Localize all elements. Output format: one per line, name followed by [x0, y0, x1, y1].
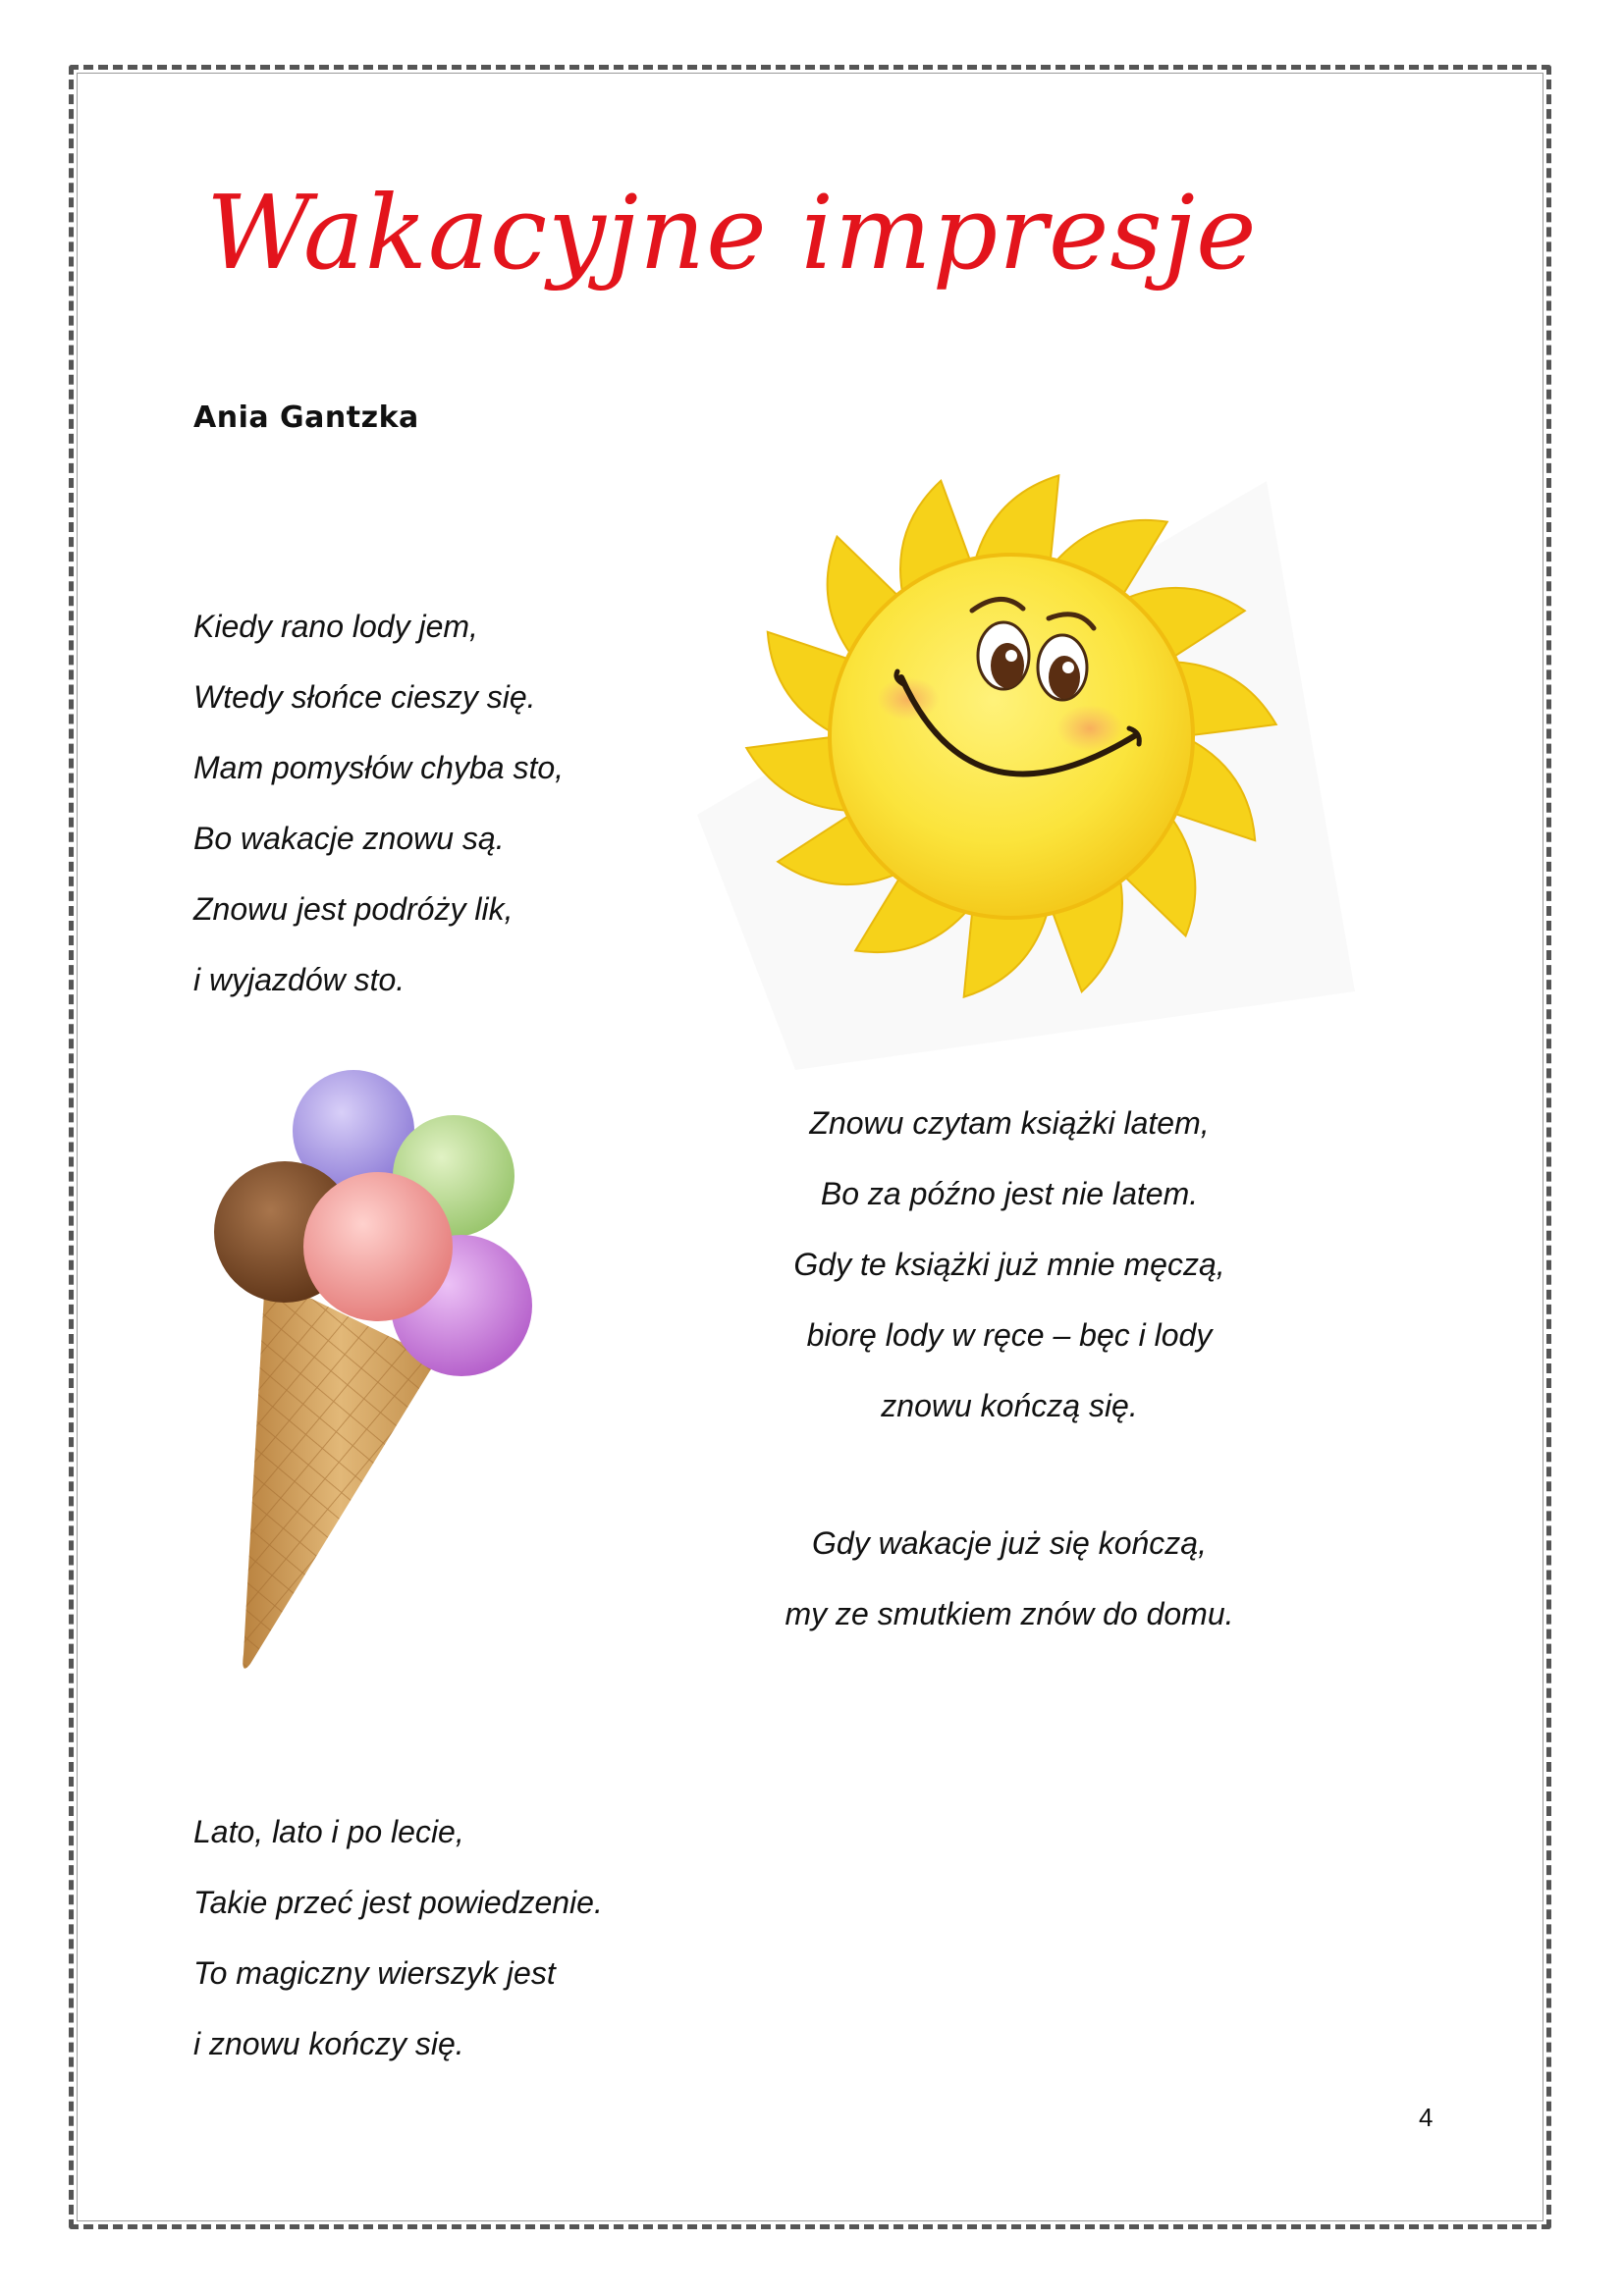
- poem-line: Takie przeć jest powiedzenie.: [193, 1885, 603, 1920]
- pink-scoop: [303, 1172, 453, 1321]
- page-title: Wakacyjne impresje: [206, 173, 1258, 293]
- poem-line: Lato, lato i po lecie,: [193, 1814, 464, 1849]
- poem-line: Gdy wakacje już się kończą,: [812, 1525, 1207, 1561]
- ice-cream-cone-icon: [196, 1060, 589, 1688]
- poem-line: Bo wakacje znowu są.: [193, 821, 505, 856]
- poem-line: i wyjazdów sto.: [193, 962, 406, 997]
- left-cheek: [877, 677, 940, 721]
- stanza-4: [193, 1796, 603, 2079]
- stanza-3: [707, 1508, 1312, 1649]
- poem-line: Bo za późno jest nie latem.: [820, 1176, 1199, 1211]
- author-name: Ania Gantzka: [193, 400, 419, 435]
- stanza-2: [707, 1088, 1312, 1441]
- stanza-1: [193, 591, 564, 1015]
- smiling-sun-icon: [677, 442, 1365, 1070]
- right-eye: [1038, 635, 1087, 700]
- poem-line: Znowu czytam książki latem,: [809, 1105, 1210, 1141]
- poem-line: Kiedy rano lody jem,: [193, 609, 478, 644]
- poem-line: Mam pomysłów chyba sto,: [193, 750, 565, 785]
- page-number: 4: [1419, 2103, 1434, 2132]
- poem-line: my ze smutkiem znów do domu.: [785, 1596, 1234, 1631]
- poem-line: i znowu kończy się.: [193, 2026, 464, 2061]
- poem-line: znowu kończą się.: [881, 1388, 1138, 1423]
- poem-line: Znowu jest podróży lik,: [193, 891, 514, 927]
- poem-line: To magiczny wierszyk jest: [193, 1955, 556, 1991]
- poem-line: biorę lody w ręce – bęc i lody: [806, 1317, 1213, 1353]
- poem-line: Gdy te książki już mnie męczą,: [793, 1247, 1225, 1282]
- poem-line: Wtedy słońce cieszy się.: [193, 679, 536, 715]
- left-eye: [978, 622, 1029, 689]
